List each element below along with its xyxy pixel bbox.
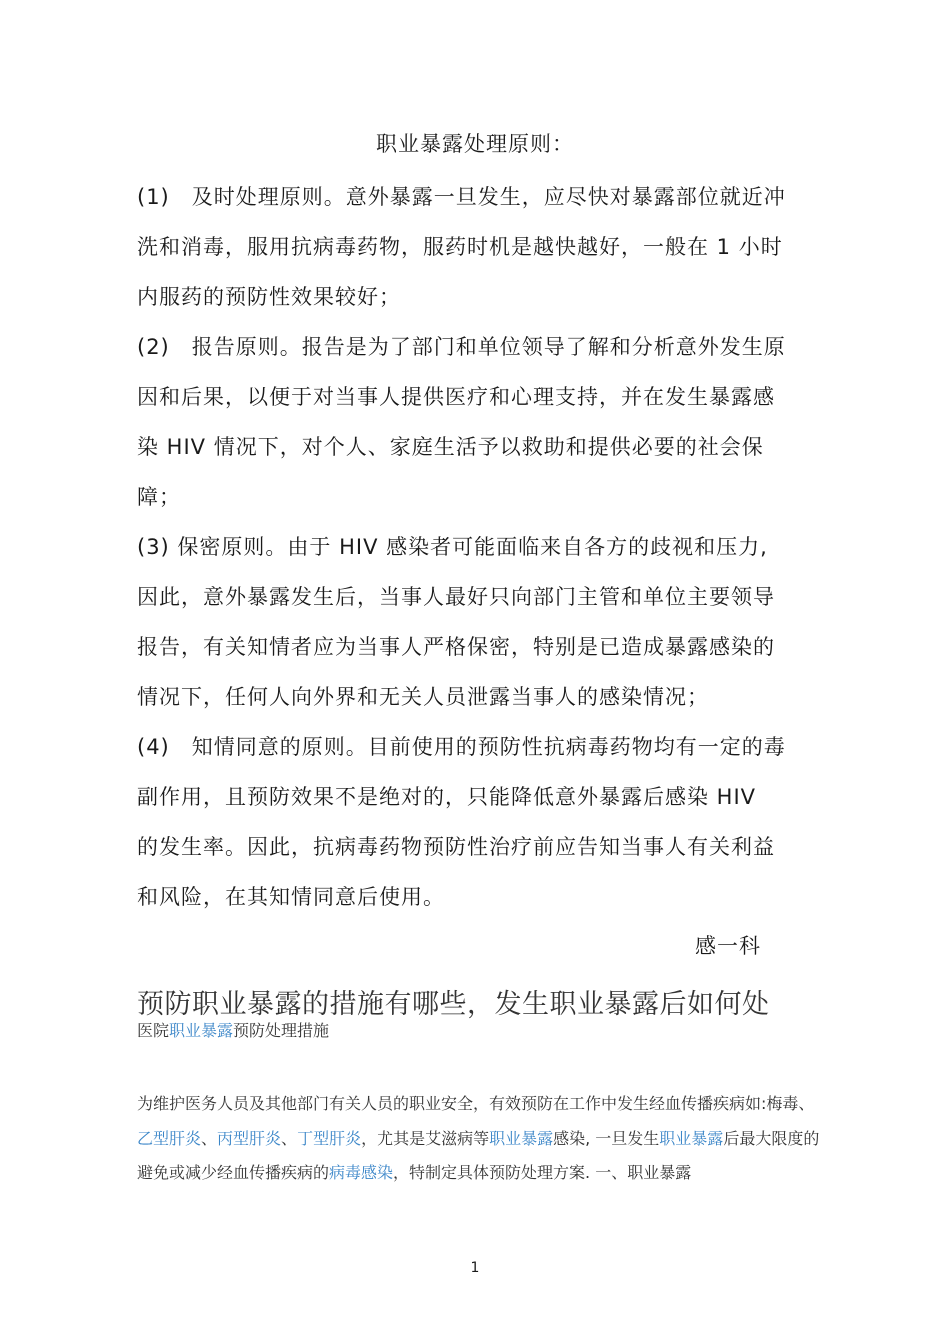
- body-line: 洗和消毒，服用抗病毒药物，服药时机是越快越好，一般在 1 小时: [137, 235, 783, 259]
- signature: 感一科: [695, 934, 761, 958]
- document-title: 职业暴露处理原则：: [376, 132, 574, 156]
- paragraph-text: 后最大限度的避免或减少经血传播疾病的: [137, 1128, 820, 1182]
- subheading-suffix: 预防处理措施: [233, 1021, 330, 1040]
- article-subheading: [137, 1018, 329, 1041]
- body-line: (3) 保密原则。由于 HIV 感染者可能面临来自各方的歧视和压力,: [137, 535, 768, 559]
- link-occupational-exposure[interactable]: 职业暴露: [659, 1128, 724, 1148]
- body-line: 因和后果，以便于对当事人提供医疗和心理支持，并在发生暴露感: [137, 385, 775, 409]
- paragraph-text: 、: [281, 1128, 298, 1148]
- body-line: 情况下，任何人向外界和无关人员泄露当事人的感染情况；: [137, 685, 709, 709]
- body-line: 染 HIV 情况下，对个人、家庭生活予以救助和提供必要的社会保: [137, 435, 764, 459]
- body-line: 内服药的预防性效果较好；: [137, 285, 401, 309]
- link-hepatitis-d[interactable]: 丁型肝炎: [297, 1128, 362, 1148]
- article-heading: 预防职业暴露的措施有哪些，发生职业暴露后如何处: [137, 989, 770, 1020]
- body-line: (4) 知情同意的原则。目前使用的预防性抗病毒药物均有一定的毒: [137, 735, 786, 759]
- link-occupational-exposure[interactable]: 职业暴露: [169, 1021, 234, 1040]
- link-viral-infection[interactable]: 病毒感染: [329, 1163, 394, 1182]
- paragraph-text: ，尤其是艾滋病等: [361, 1128, 490, 1148]
- body-line: 和风险，在其知情同意后使用。: [137, 885, 445, 909]
- body-line: (2) 报告原则。报告是为了部门和单位领导了解和分析意外发生原: [137, 335, 786, 359]
- link-occupational-exposure[interactable]: 职业暴露: [489, 1128, 554, 1148]
- paragraph-text: 感染, 一旦发生: [553, 1128, 660, 1148]
- principles-body: [137, 172, 827, 922]
- body-line: 因此，意外暴露发生后，当事人最好只向部门主管和单位主要领导: [137, 585, 775, 609]
- article-paragraph: [137, 1087, 827, 1191]
- paragraph-text: 为维护医务人员及其他部门有关人员的职业安全，有效预防在工作中发生经血传播疾病如:梅毒、: [137, 1094, 815, 1113]
- body-line: 障；: [137, 485, 181, 509]
- paragraph-text: ，特制定具体预防处理方案. 一、职业暴露: [393, 1163, 692, 1182]
- link-hepatitis-c[interactable]: 丙型肝炎: [217, 1128, 282, 1148]
- body-line: 副作用，且预防效果不是绝对的，只能降低意外暴露后感染 HIV: [137, 785, 757, 809]
- subheading-prefix: 医院: [137, 1021, 170, 1040]
- page-number: 1: [470, 1260, 480, 1276]
- body-line: 报告，有关知情者应为当事人严格保密，特别是已造成暴露感染的: [137, 635, 775, 659]
- link-hepatitis-b[interactable]: 乙型肝炎: [137, 1128, 202, 1148]
- body-line: (1) 及时处理原则。意外暴露一旦发生，应尽快对暴露部位就近冲: [137, 185, 786, 209]
- paragraph-text: 、: [201, 1128, 218, 1148]
- body-line: 的发生率。因此，抗病毒药物预防性治疗前应告知当事人有关利益: [137, 835, 775, 859]
